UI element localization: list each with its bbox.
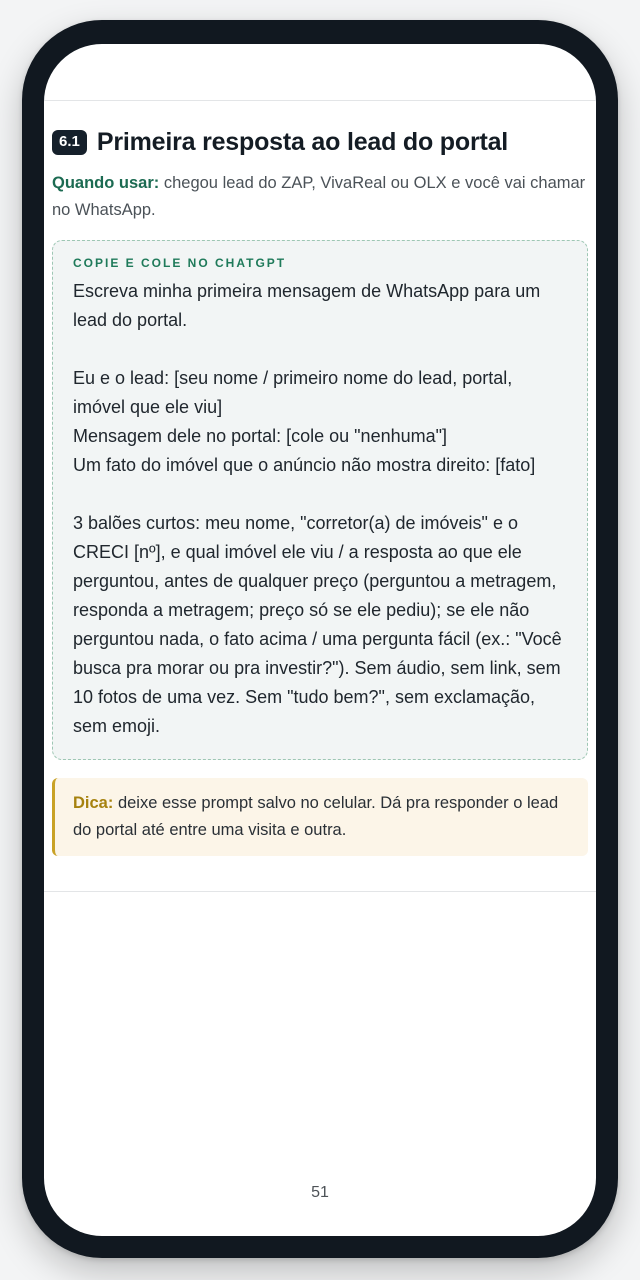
top-divider	[44, 100, 596, 101]
tip-label: Dica:	[73, 794, 114, 812]
tip-text: deixe esse prompt salvo no celular. Dá pra responder o lead do portal até entre uma visita e outra.	[73, 794, 559, 839]
page-number: 51	[311, 1184, 329, 1201]
phone-frame	[22, 20, 618, 1258]
prompt-box[interactable]	[52, 240, 588, 760]
tip-box	[52, 778, 588, 856]
section-heading	[52, 126, 588, 158]
when-to-use-text: chegou lead do ZAP, VivaReal ou OLX e você vai chamar no WhatsApp.	[52, 174, 586, 219]
when-to-use-label: Quando usar:	[52, 174, 160, 192]
bottom-divider	[44, 891, 596, 892]
page-content	[52, 126, 588, 856]
when-to-use	[52, 170, 588, 224]
phone-screen	[44, 44, 596, 1236]
section-number-badge: 6.1	[52, 130, 87, 155]
prompt-text[interactable]: Escreva minha primeira mensagem de WhatsApp para um lead do portal. Eu e o lead: [seu nome / primeiro nome do lead, portal, imóvel que ele viu] Mensagem dele no portal: [cole ou "nenhuma"] Um fato do imóvel que o anúncio não mostra direito: [fato] 3 balões curtos: meu nome, "corretor(a) de imóveis" e o CRECI [nº], e qual imóvel ele viu / a resposta ao que ele perguntou, antes de qualquer preço (perguntou a metragem, responda a metragem; preço só se ele pediu); se ele não perguntou nada, o fato acima / uma pergunta fácil (ex.: "Você busca pra morar ou pra investir?"). Sem áudio, sem link, sem 10 fotos de uma vez. Sem "tudo bem?", sem exclamação, sem emoji.	[73, 281, 562, 736]
section-title: Primeira resposta ao lead do portal	[96, 128, 509, 156]
prompt-label: COPIE E COLE NO CHATGPT	[73, 256, 287, 270]
